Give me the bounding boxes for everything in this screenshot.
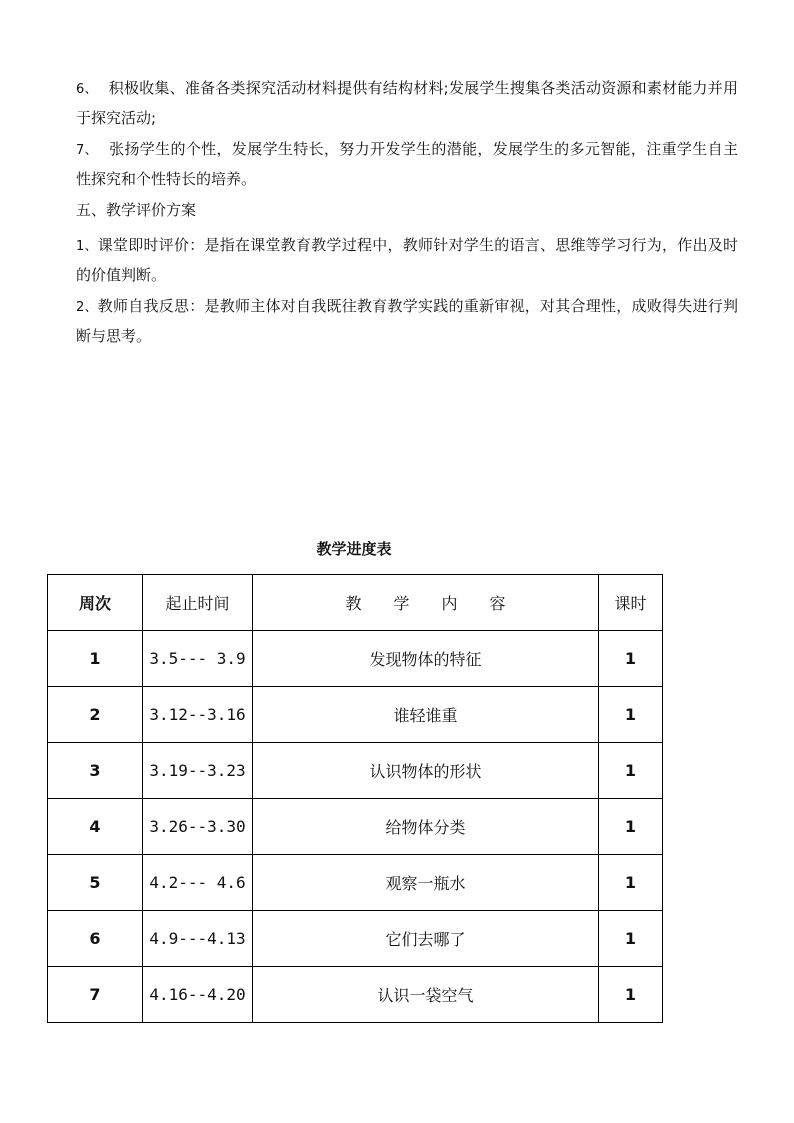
- cell-dates: 3.26--3.30: [143, 799, 253, 855]
- paragraph-item-7: [76, 135, 738, 193]
- cell-week: 6: [48, 911, 143, 967]
- cell-week: 1: [48, 631, 143, 687]
- evaluation-item-1: [76, 231, 738, 289]
- header-content: 教 学 内 容: [253, 575, 599, 631]
- header-week: 周次: [48, 575, 143, 631]
- header-dates: 起止时间: [143, 575, 253, 631]
- cell-content: 发现物体的特征: [253, 631, 599, 687]
- section-heading: 五、教学评价方案: [76, 201, 197, 219]
- cell-week: 3: [48, 743, 143, 799]
- item-text: 积极收集、准备各类探究活动材料提供有结构材料;发展学生搜集各类活动资源和素材能力并用于探究活动;: [76, 79, 738, 127]
- item-text: 课堂即时评价：是指在课堂教育教学过程中，教师针对学生的语言、思维等学习行为，作出及时的价值判断。: [76, 236, 738, 284]
- item-number: 1、: [76, 239, 98, 254]
- table-row: [48, 967, 663, 1023]
- cell-week: 7: [48, 967, 143, 1023]
- cell-hours: 1: [599, 631, 663, 687]
- table-row: [48, 911, 663, 967]
- cell-dates: 4.2--- 4.6: [143, 855, 253, 911]
- paragraph-item-6: [76, 74, 738, 132]
- cell-dates: 4.9---4.13: [143, 911, 253, 967]
- item-number: 6、: [76, 82, 98, 97]
- cell-week: 4: [48, 799, 143, 855]
- cell-dates: 3.5--- 3.9: [143, 631, 253, 687]
- cell-hours: 1: [599, 743, 663, 799]
- table-row: [48, 799, 663, 855]
- schedule-table: [47, 574, 663, 1023]
- cell-content: 认识物体的形状: [253, 743, 599, 799]
- cell-hours: 1: [599, 911, 663, 967]
- item-text: 张扬学生的个性，发展学生特长，努力开发学生的潜能，发展学生的多元智能，注重学生自主性探究和个性特长的培养。: [76, 140, 738, 188]
- table-row: [48, 855, 663, 911]
- evaluation-item-2: [76, 292, 738, 350]
- item-number: 2、: [76, 300, 98, 315]
- table-row: [48, 687, 663, 743]
- cell-content: 给物体分类: [253, 799, 599, 855]
- table-row: [48, 743, 663, 799]
- cell-dates: 4.16--4.20: [143, 967, 253, 1023]
- cell-content: 谁轻谁重: [253, 687, 599, 743]
- cell-hours: 1: [599, 967, 663, 1023]
- cell-dates: 3.19--3.23: [143, 743, 253, 799]
- item-number: 7、: [76, 143, 98, 158]
- cell-hours: 1: [599, 855, 663, 911]
- cell-week: 2: [48, 687, 143, 743]
- table-header-row: [48, 575, 663, 631]
- cell-content: 认识一袋空气: [253, 967, 599, 1023]
- table-row: [48, 631, 663, 687]
- cell-hours: 1: [599, 799, 663, 855]
- schedule-title: 教学进度表: [316, 540, 392, 558]
- cell-hours: 1: [599, 687, 663, 743]
- cell-week: 5: [48, 855, 143, 911]
- cell-content: 它们去哪了: [253, 911, 599, 967]
- item-text: 教师自我反思：是教师主体对自我既往教育教学实践的重新审视，对其合理性，成败得失进行判断与思考。: [76, 297, 738, 345]
- cell-dates: 3.12--3.16: [143, 687, 253, 743]
- header-hours: 课时: [599, 575, 663, 631]
- cell-content: 观察一瓶水: [253, 855, 599, 911]
